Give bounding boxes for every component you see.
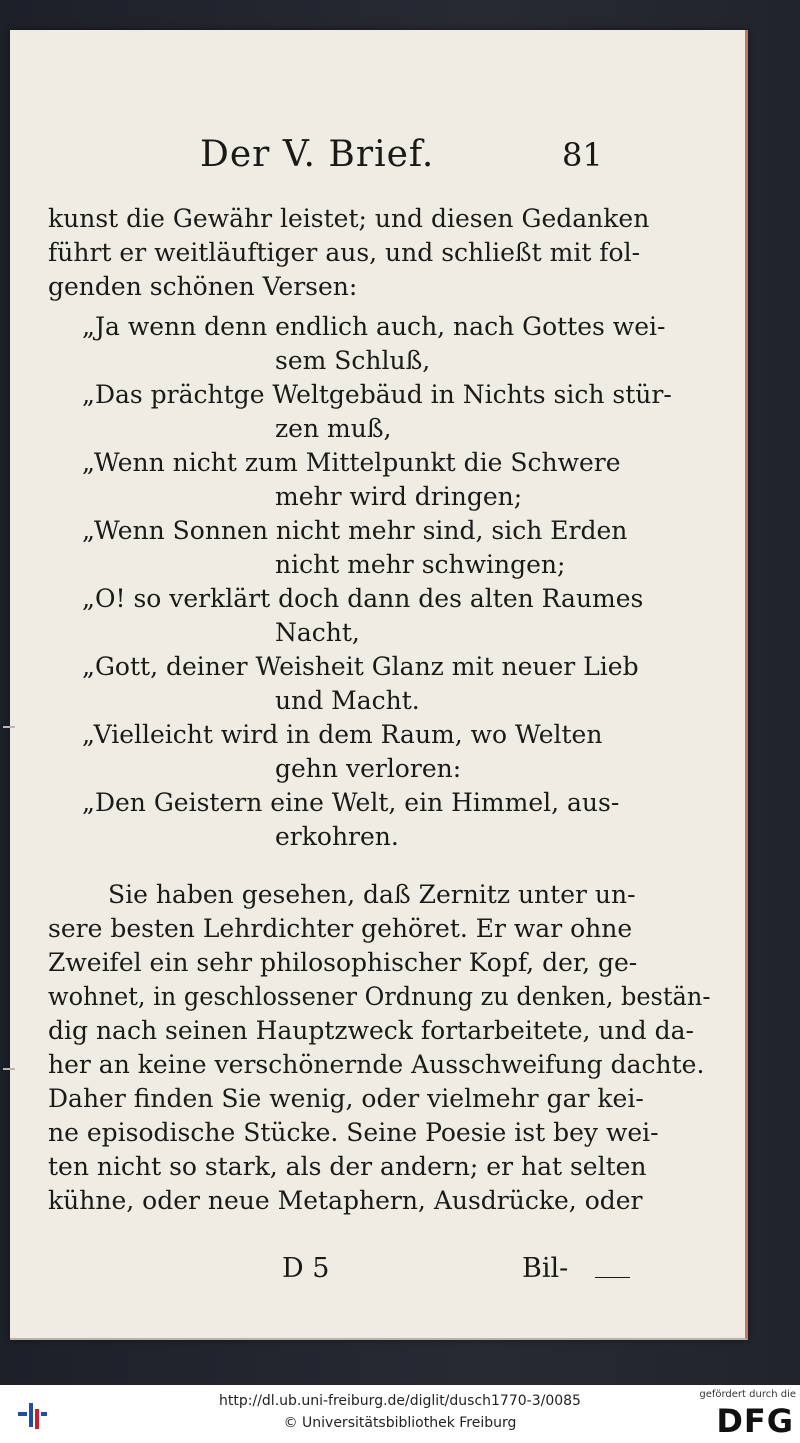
- running-title: Der V. Brief.: [200, 134, 435, 175]
- dfg-caption: gefördert durch die: [699, 1389, 796, 1400]
- text-line: genden schönen Versen:: [48, 272, 358, 301]
- verse-line: „Wenn Sonnen nicht mehr sind, sich Erden: [82, 516, 628, 545]
- verse-line: „Vielleicht wird in dem Raum, wo Welten: [82, 720, 603, 749]
- text-line: Zweifel ein sehr philosophischer Kopf, der, ge-: [48, 948, 638, 977]
- text-line: ten nicht so stark, als der andern; er hat selten: [48, 1152, 647, 1181]
- text-line: sere besten Lehrdichter gehöret. Er war ohne: [48, 914, 633, 943]
- book-page: [10, 30, 748, 1340]
- dfg-logo-icon: DFG: [716, 1402, 794, 1440]
- verse-line: Nacht,: [275, 618, 360, 647]
- verse-line: mehr wird dringen;: [275, 482, 523, 511]
- dfg-badge[interactable]: [700, 1389, 796, 1441]
- verse-line: „Wenn nicht zum Mittelpunkt die Schwere: [82, 448, 621, 477]
- text-line: kühne, oder neue Metaphern, Ausdrücke, oder: [48, 1186, 643, 1215]
- text-line: her an keine verschönernde Ausschweifung dachte.: [48, 1050, 705, 1079]
- verse-line: „Gott, deiner Weisheit Glanz mit neuer Lieb: [82, 652, 639, 681]
- running-header: [10, 135, 745, 175]
- verse-line: „Das prächtge Weltgebäud in Nichts sich stür-: [82, 380, 672, 409]
- text-line: Sie haben gesehen, daß Zernitz unter un-: [108, 880, 636, 909]
- verse-line: zen muß,: [275, 414, 392, 443]
- verse-line: „Den Geistern eine Welt, ein Himmel, aus-: [82, 788, 620, 817]
- footer-rule: [595, 1277, 630, 1278]
- verse-line: „Ja wenn denn endlich auch, nach Gottes wei-: [82, 312, 666, 341]
- text-line: dig nach seinen Hauptzweck fortarbeitete, und da-: [48, 1016, 694, 1045]
- verse-line: gehn verloren:: [275, 754, 462, 783]
- verse-line: und Macht.: [275, 686, 420, 715]
- verse-line: „O! so verklärt doch dann des alten Raumes: [82, 584, 644, 613]
- margin-tick: [3, 1068, 15, 1070]
- text-line: wohnet, in geschlossener Ordnung zu denken, bestän-: [48, 982, 711, 1011]
- page-number: 81: [562, 136, 603, 174]
- verse-line: sem Schluß,: [275, 346, 431, 375]
- copyright-text: © Universitätsbibliothek Freiburg: [283, 1415, 517, 1431]
- margin-tick: [3, 726, 15, 728]
- viewer-footer: [0, 1385, 800, 1443]
- document-url-link[interactable]: http://dl.ub.uni-freiburg.de/diglit/dusch1770-3/0085: [219, 1393, 581, 1409]
- catchword: Bil-: [522, 1253, 569, 1284]
- verse-line: nicht mehr schwingen;: [275, 550, 566, 579]
- verse-line: erkohren.: [275, 822, 399, 851]
- text-line: kunst die Gewähr leistet; und diesen Gedanken: [48, 204, 650, 233]
- signature-mark: D 5: [282, 1253, 330, 1284]
- text-line: führt er weitläuftiger aus, und schließt mit fol-: [48, 238, 641, 267]
- text-line: Daher finden Sie wenig, oder vielmehr gar kei-: [48, 1084, 644, 1113]
- text-line: ne episodische Stücke. Seine Poesie ist bey wei-: [48, 1118, 659, 1147]
